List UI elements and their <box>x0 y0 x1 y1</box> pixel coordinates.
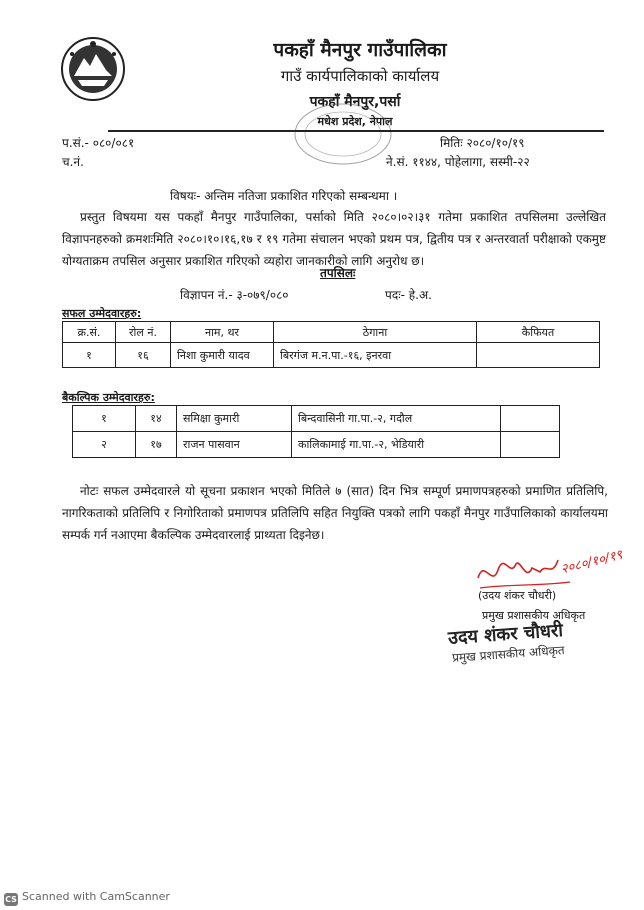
letter-date: मितिः २०८०/१०/१९ <box>440 136 525 150</box>
table-row <box>63 343 600 368</box>
office-contact: ने.सं. ११४४, पोहेलागा, सस्मी-२२ <box>386 155 530 169</box>
serial-cell: १ <box>73 406 136 432</box>
table-header-row <box>63 322 600 343</box>
table-row <box>73 406 560 432</box>
title-stamp: प्रमुख प्रशासकीय अधिकृत <box>451 643 566 665</box>
alternate-candidates-table <box>72 405 560 458</box>
roll-cell: १४ <box>136 406 177 432</box>
scanner-text: Scanned with CamScanner <box>22 890 170 903</box>
header-divider <box>108 130 604 132</box>
column-header: क्र.सं. <box>63 322 116 343</box>
name-cell: समिक्षा कुमारी <box>177 406 292 432</box>
column-header: कैफियत <box>477 322 600 343</box>
letter-number: प.सं.- ०८०/०८१ <box>62 136 135 150</box>
column-header: ठेगाना <box>274 322 477 343</box>
signatory-name: (उदय शंकर चौधरी) <box>478 589 557 602</box>
handwritten-date: २०८०/१०/१९ <box>559 547 625 578</box>
roll-cell: १७ <box>136 432 177 458</box>
advertisement-number: विज्ञापन नं.- ३-०७९/०८० <box>180 288 289 302</box>
successful-candidates-heading: सफल उम्मेदवारहरु: <box>62 307 142 320</box>
scanner-watermark <box>4 890 170 906</box>
address-cell: बिरगंज म.न.पा.-१६, इनरवा <box>274 343 477 368</box>
dispatch-number: च.नं. <box>62 155 84 169</box>
signatory-title: प्रमुख प्रशासकीय अधिकृत <box>482 609 586 622</box>
roll-cell: १६ <box>116 343 171 368</box>
serial-cell: २ <box>73 432 136 458</box>
office-subtitle: गाउँ कार्यपालिकाको कार्यालय <box>280 67 440 85</box>
remarks-cell <box>477 343 600 368</box>
table-row <box>73 432 560 458</box>
serial-cell: १ <box>63 343 116 368</box>
name-cell: निशा कुमारी यादव <box>171 343 274 368</box>
name-cell: राजन पासवान <box>177 432 292 458</box>
address-cell: बिन्दवासिनी गा.पा.-२, गदौल <box>292 406 501 432</box>
office-province: मधेश प्रदेश, नेपाल <box>317 115 393 128</box>
column-header: रोल नं. <box>116 322 171 343</box>
address-cell: कालिकामाई गा.पा.-२, भेडियारी <box>292 432 501 458</box>
details-heading: तपसिलः <box>320 266 356 280</box>
body-paragraph: प्रस्तुत विषयमा यस पकहाँ मैनपुर गाउँपालिका, पर्साको मिति २०८०।०२।३१ गतेमा प्रकाशित तपसिलमा उल्लेखित विज्ञापनहरुको क्रमशःमिति २०८०।१०।१६,१७ र १९ गतेमा संचालन भएको प्रथम पत्र, द्वितीय पत्र र अन्तरवार्ता परीक्षाको एकमुष्ट योग्यताक्रम तपसिल अनुसार प्रकाशित गरिएको व्यहोरा जानकारीको लागि अनुरोध छ। <box>62 210 606 268</box>
office-name: पकहाँ मैनपुर गाउँपालिका <box>273 39 447 61</box>
alternate-candidates-heading: बैकल्पिक उम्मेदवारहरु: <box>62 391 155 404</box>
remarks-cell <box>501 406 560 432</box>
camscanner-logo-icon: CS <box>5 895 17 904</box>
post-name: पदः- हे.अ. <box>385 288 432 302</box>
government-emblem-icon <box>60 36 126 102</box>
remarks-cell <box>501 432 560 458</box>
note-paragraph: नोटः सफल उम्मेदवारले यो सूचना प्रकाशन भएको मितिले ७ (सात) दिन भित्र सम्पूर्ण प्रमाणपत्रहरुको प्रमाणित प्रतिलिपि, नागरिकताको प्रतिलिपि र निगोरिताको प्रमाणपत्र प्रतिलिपि सहित नियुक्ति पत्रको लागि पकहाँ मैनपुर गाउँपालिकाको कार्यालयमा सम्पर्क गर्न नआएमा बैकल्पिक उम्मेदवारलाई प्राथ्यता दिइनेछ। <box>62 484 608 542</box>
successful-candidates-table <box>62 321 600 368</box>
name-stamp: उदय शंकर चौधरी <box>447 620 564 649</box>
letter-subject: विषयः- अन्तिम नतिजा प्रकाशित गरिएको सम्बन्धमा । <box>170 189 398 203</box>
office-address: पकहाँ मैनपुर,पर्सा <box>309 94 401 110</box>
column-header: नाम, थर <box>171 322 274 343</box>
